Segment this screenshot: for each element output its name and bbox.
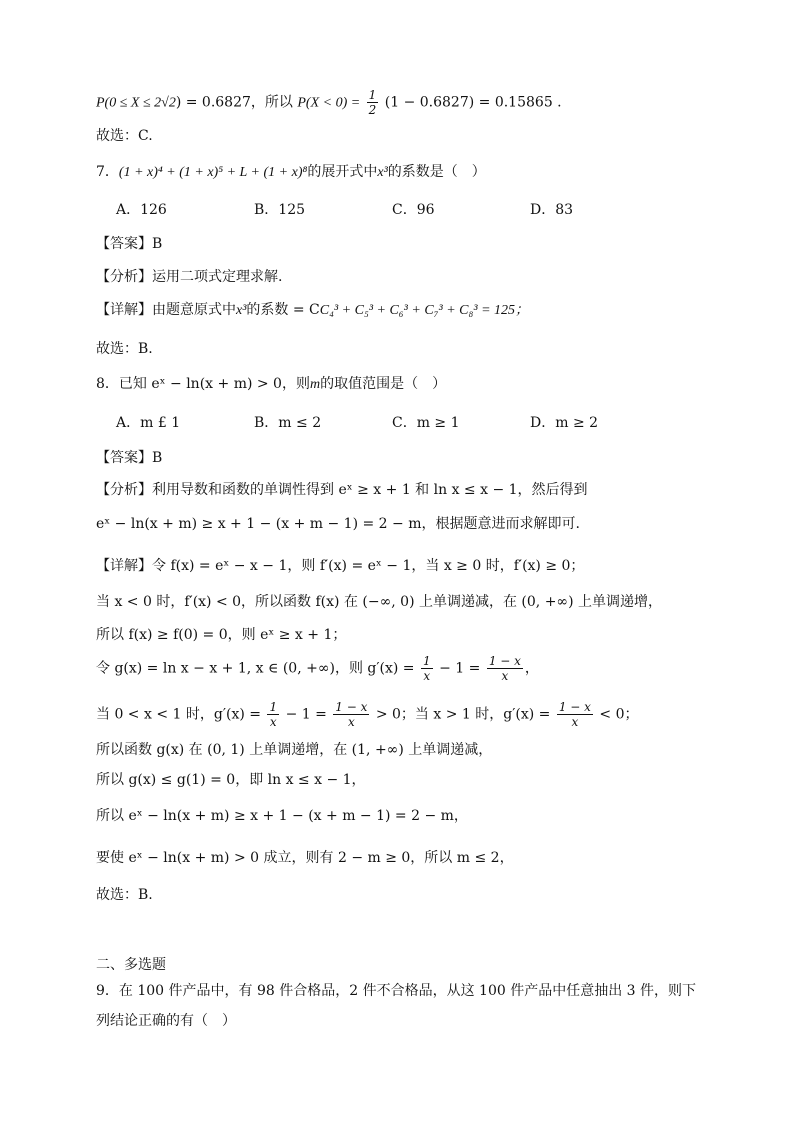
q8-detail-5 (96, 700, 639, 729)
q8-option-a: A．m £ 1 (116, 415, 181, 431)
q6-frac-num: 1 (368, 88, 377, 102)
q7-option-b: B．125 (254, 202, 306, 218)
q8-stem-text: 8．已知 eˣ − ln(x + m) > 0，则 (96, 376, 310, 392)
q8-analysis-1: 【分析】利用导数和函数的单调性得到 eˣ ≥ x + 1 和 ln x ≤ x − 1，然后得到 (96, 482, 588, 498)
q8-detail-4 (96, 654, 539, 683)
q8-d5-frac3 (557, 700, 593, 729)
q8-d5-frac1 (267, 700, 279, 729)
q8-d5-text2: − 1 = (285, 706, 327, 723)
q6-fraction (367, 88, 379, 117)
q7-analysis: 【分析】运用二项式定理求解. (96, 269, 283, 285)
q7-detail-text: 【详解】由题意原式中 (96, 302, 236, 318)
q8-detail-8: 所以 eˣ − ln(x + m) ≥ x + 1 − (x + m − 1) = 2 − m， (96, 808, 468, 824)
q8-m: m (309, 377, 321, 392)
q8-d4-frac2-num: 1 − x (488, 654, 521, 668)
q8-detail-3: 所以 f(x) ≥ f(0) = 0，则 eˣ ≥ x + 1； (96, 627, 347, 643)
q6-sqrt: √2 (161, 95, 176, 111)
q8-d4-text2: − 1 = (439, 660, 481, 677)
q7-x3: x³ (377, 165, 388, 180)
q8-d4-text3: ， (524, 660, 539, 677)
q8-option-d: D．m ≥ 2 (530, 415, 599, 431)
q8-d5-frac2-den: x (347, 715, 355, 729)
q6-probability-line (96, 88, 562, 117)
q8-d5-text4: < 0； (599, 706, 639, 723)
q7-choice: 故选：B. (96, 341, 153, 357)
q8-detail-1: 【详解】令 f(x) = eˣ − x − 1，则 f′(x) = eˣ − 1，当 x ≥ 0 时，f′(x) ≥ 0； (96, 558, 585, 574)
q7-detail-expr: C₄³ + C₅³ + C₆³ + C₇³ + C₈³ = 125； (319, 303, 530, 318)
q8-d4-frac1-num: 1 (423, 654, 431, 668)
q6-choice: 故选：C. (96, 128, 153, 144)
q7-detail (96, 300, 529, 321)
q8-options (116, 413, 668, 433)
section-title: 二、多选题 (96, 957, 166, 973)
q6-expr-part2: ) = 0.6827，所以 (175, 94, 293, 111)
q7-answer: 【答案】B (96, 236, 163, 252)
q8-d5-frac2-num: 1 − x (335, 700, 368, 714)
q8-detail-9: 要使 eˣ − ln(x + m) > 0 成立，则有 2 − m ≥ 0，所以 m ≤ 2， (96, 850, 514, 866)
q8-detail-7: 所以 g(x) ≤ g(1) = 0，即 ln x ≤ x − 1， (96, 772, 366, 788)
q8-detail-2: 当 x < 0 时，f′(x) < 0，所以函数 f(x) 在 (−∞, 0) 上单调递减，在 (0, +∞) 上单调递增， (96, 594, 663, 610)
q8-answer: 【答案】B (96, 450, 163, 466)
q8-d4-frac1-den: x (423, 669, 431, 683)
q7-option-a: A．126 (116, 202, 167, 218)
q7-options (116, 200, 668, 220)
q8-d4-frac2-den: x (501, 669, 509, 683)
q7-option-d: D．83 (530, 202, 574, 218)
q9-stem: 9．在 100 件产品中，有 98 件合格品，2 件不合格品，从这 100 件产品中任意抽出 3 件，则下列结论正确的有（ ） (96, 983, 697, 1029)
q7-stem (96, 162, 486, 183)
q8-d4-text: 令 g(x) = ln x − x + 1, x ∈ (0, +∞)，则 g′(x) = (96, 660, 415, 677)
q8-detail-6: 所以函数 g(x) 在 (0, 1) 上单调递增，在 (1, +∞) 上单调递减， (96, 742, 493, 758)
q8-stem-end: 的取值范围是（ ） (320, 376, 447, 392)
q8-choice: 故选：B. (96, 887, 153, 903)
q7-option-c: C．96 (392, 202, 435, 218)
q7-expression: (1 + x)⁴ + (1 + x)⁵ + L + (1 + x)⁸ (118, 165, 308, 180)
q8-d5-frac3-den: x (571, 715, 579, 729)
q8-d5-text3: > 0；当 x > 1 时，g′(x) = (375, 706, 551, 723)
q7-number: 7． (96, 164, 119, 180)
q8-d5-frac3-num: 1 − x (558, 700, 591, 714)
q6-expr-part1: P(0 ≤ X ≤ 2 (96, 95, 162, 111)
q8-option-c: C．m ≥ 1 (392, 415, 460, 431)
q8-d4-frac1 (421, 654, 433, 683)
q7-detail-text2: 的系数 = C (246, 302, 320, 318)
q8-d5-frac1-den: x (269, 715, 277, 729)
q6-frac-den: 2 (368, 103, 377, 117)
q8-d5-frac1-num: 1 (269, 700, 278, 714)
q8-stem (96, 374, 446, 395)
q8-analysis-2: eˣ − ln(x + m) ≥ x + 1 − (x + m − 1) = 2 − m，根据题意进而求解即可. (96, 516, 580, 532)
q7-stem-text1: 的展开式中 (307, 164, 378, 180)
q6-expr-part4: (1 − 0.6827) = 0.15865 . (384, 94, 562, 111)
q8-d5-text: 当 0 < x < 1 时，g′(x) = (96, 706, 262, 723)
q7-detail-x3: x³ (236, 303, 247, 318)
q7-stem-text2: 的系数是（ ） (387, 164, 486, 180)
q6-expr-part3: P(X < 0) = (297, 95, 361, 111)
q8-d5-frac2 (333, 700, 369, 729)
q8-d4-frac2 (487, 654, 523, 683)
q8-option-b: B．m ≤ 2 (254, 415, 322, 431)
